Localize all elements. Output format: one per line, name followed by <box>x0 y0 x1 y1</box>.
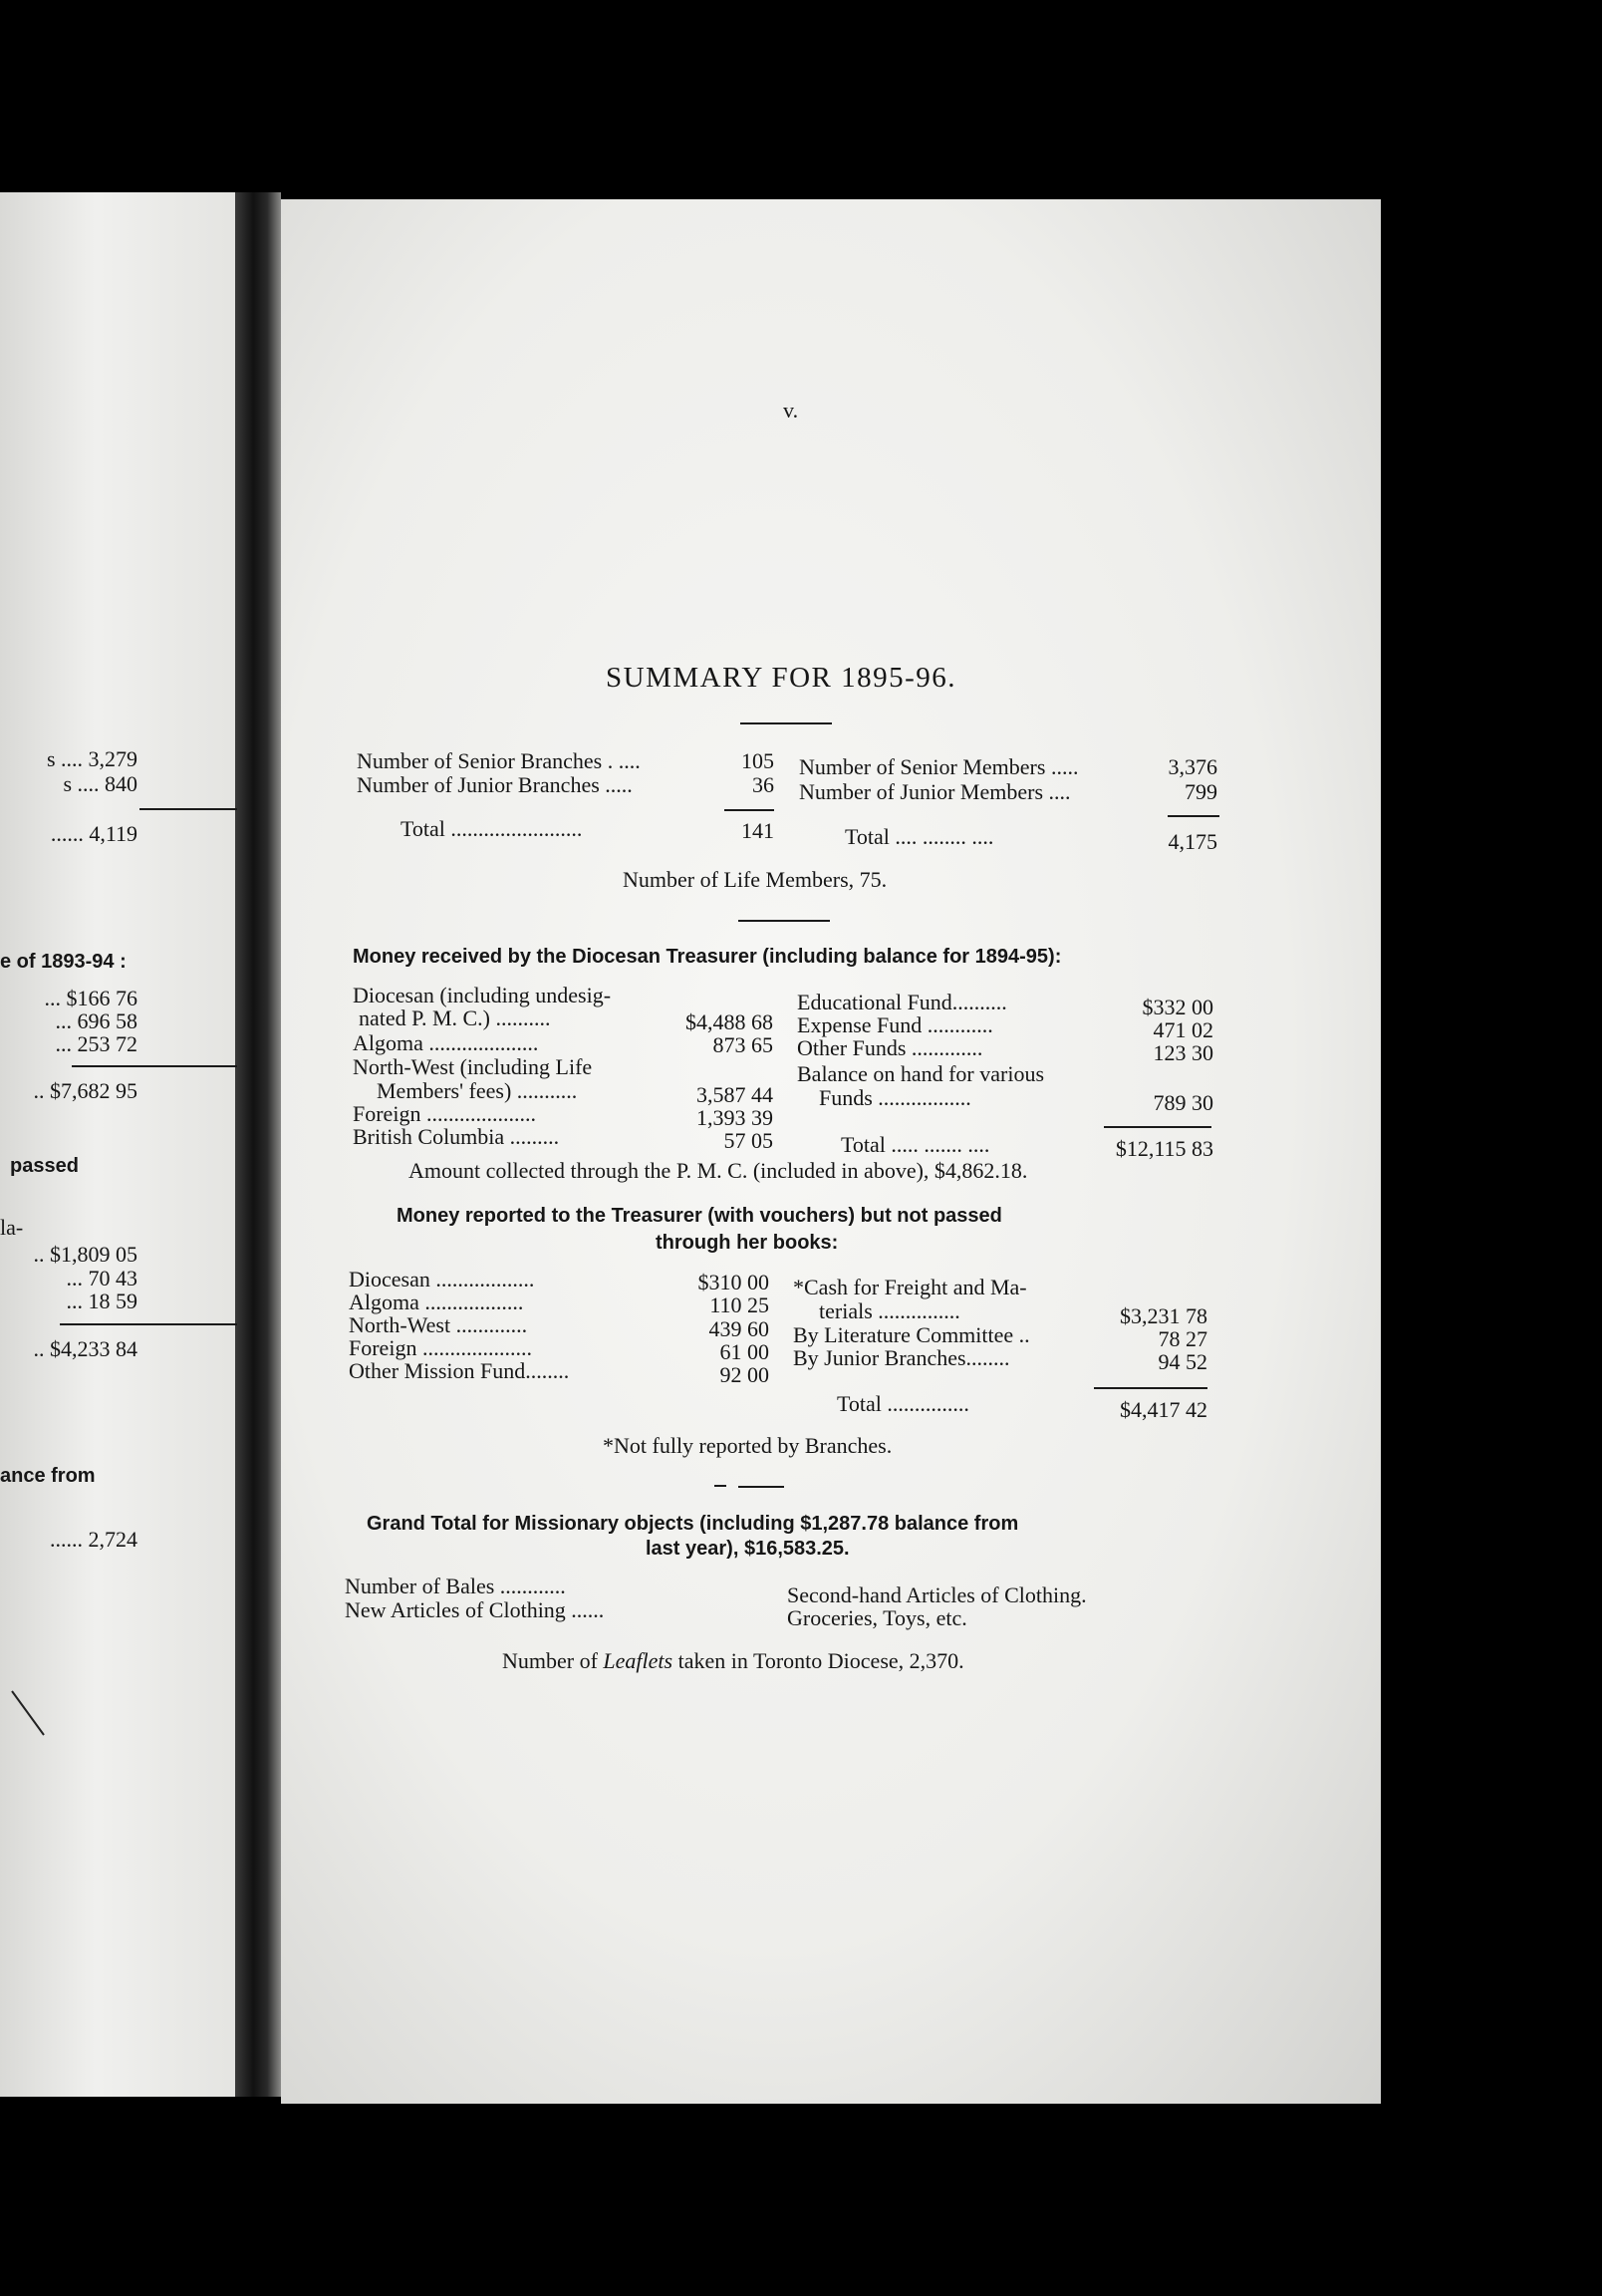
received-right-value: 123 30 <box>1153 1040 1213 1065</box>
junior-members-label: Number of Junior Members .... <box>799 779 1071 804</box>
second-hand-articles: Second-hand Articles of Clothing. <box>787 1582 1087 1607</box>
reported-total-label: Total ............... <box>837 1391 969 1416</box>
reported-right-value: 78 27 <box>1158 1326 1207 1351</box>
received-left-label: nated P. M. C.) .......... <box>359 1005 551 1030</box>
reported-left-label: Other Mission Fund........ <box>349 1358 570 1383</box>
left-fragment: s .... 3,279 <box>46 746 137 771</box>
reported-left-value: 110 25 <box>709 1292 769 1317</box>
branches-total-label: Total ........................ <box>400 816 583 841</box>
received-left-label: Diocesan (including undesig- <box>353 983 612 1007</box>
left-fragment: e of 1893-94 : <box>0 951 127 973</box>
junior-branches-value: 36 <box>752 772 774 797</box>
received-left-label: Algoma .................... <box>353 1030 539 1055</box>
left-fragment: .. $7,682 95 <box>33 1078 137 1103</box>
received-right-value: 471 02 <box>1153 1017 1213 1042</box>
received-left-value: 1,393 39 <box>696 1105 773 1130</box>
reported-total-value: $4,417 42 <box>1120 1397 1207 1422</box>
reported-right-label: terials ............... <box>819 1298 960 1323</box>
reported-left-value: $310 00 <box>697 1270 769 1294</box>
reported-left-label: Algoma .................. <box>349 1290 524 1314</box>
received-right-label: Expense Fund ............ <box>797 1012 993 1037</box>
money-received-heading: Money received by the Diocesan Treasurer (including balance for 1894-95): <box>353 946 1062 968</box>
left-fragment: ance from <box>0 1465 96 1487</box>
footnote: *Not fully reported by Branches. <box>603 1433 893 1458</box>
junior-branches-label: Number of Junior Branches ..... <box>357 772 633 797</box>
left-fragment: ...... 4,119 <box>50 821 137 846</box>
left-fragment: ... 18 59 <box>66 1289 137 1313</box>
received-right-value: 789 30 <box>1153 1090 1213 1115</box>
page-number: v. <box>783 398 799 423</box>
received-total-value: $12,115 83 <box>1115 1136 1213 1161</box>
section-rule <box>738 920 830 922</box>
divider <box>724 809 774 811</box>
grand-total-line: Grand Total for Missionary objects (including $1,287.78 balance from <box>367 1513 1019 1535</box>
divider <box>1104 1126 1211 1128</box>
divider <box>72 1065 237 1067</box>
left-fragment: ...... 2,724 <box>50 1527 137 1552</box>
reported-right-label: By Junior Branches........ <box>793 1345 1010 1370</box>
left-fragment: s .... 840 <box>63 771 137 796</box>
right-page <box>281 199 1381 2104</box>
title-rule <box>740 722 832 724</box>
senior-members-value: 3,376 <box>1168 754 1217 779</box>
received-left-label: Members' fees) ........... <box>377 1078 578 1103</box>
divider <box>60 1323 237 1325</box>
pmc-note: Amount collected through the P. M. C. (included in above), $4,862.18. <box>408 1158 1028 1183</box>
received-left-value: 873 65 <box>712 1032 773 1057</box>
received-left-value: 57 05 <box>723 1128 773 1153</box>
divider <box>139 808 237 810</box>
reported-right-label: *Cash for Freight and Ma- <box>793 1275 1027 1299</box>
divider <box>1168 815 1219 817</box>
left-fragment: passed <box>10 1155 79 1177</box>
received-right-label: Balance on hand for various <box>797 1061 1045 1086</box>
left-page <box>0 192 239 2097</box>
divider <box>1094 1387 1207 1389</box>
branches-total-value: 141 <box>741 818 774 843</box>
received-right-value: $332 00 <box>1142 995 1213 1019</box>
bales-label: Number of Bales ............ <box>345 1574 566 1598</box>
received-right-label: Funds ................. <box>819 1085 971 1110</box>
senior-branches-value: 105 <box>741 748 774 773</box>
left-fragment: ... 70 43 <box>66 1266 137 1291</box>
reported-left-value: 92 00 <box>719 1362 769 1387</box>
left-fragment: la- <box>0 1215 24 1240</box>
reported-right-value: 94 52 <box>1158 1349 1207 1374</box>
leaflets-suffix: taken in Toronto Diocese, 2,370. <box>677 1648 964 1673</box>
pen-mark <box>8 1687 48 1739</box>
received-right-label: Educational Fund.......... <box>797 990 1007 1014</box>
junior-members-value: 799 <box>1185 779 1217 804</box>
received-left-label: British Columbia ......... <box>353 1124 560 1149</box>
section-rule <box>714 1485 726 1487</box>
received-left-value: $4,488 68 <box>685 1009 773 1034</box>
reported-left-value: 439 60 <box>708 1316 769 1341</box>
received-left-label: Foreign .................... <box>353 1101 536 1126</box>
received-left-label: North-West (including Life <box>353 1054 593 1079</box>
reported-left-label: Foreign .................... <box>349 1335 532 1360</box>
leaflets-line <box>502 1649 964 1673</box>
left-fragment: ... 253 72 <box>55 1031 137 1056</box>
money-reported-heading: Money reported to the Treasurer (with vouchers) but not passed <box>397 1205 1002 1227</box>
senior-members-label: Number of Senior Members ..... <box>799 754 1079 779</box>
members-total-value: 4,175 <box>1168 829 1217 854</box>
received-right-label: Other Funds ............. <box>797 1035 983 1060</box>
life-members: Number of Life Members, 75. <box>623 867 888 892</box>
received-total-label: Total ..... ....... .... <box>841 1132 990 1157</box>
leaflets-prefix: Number of <box>502 1648 598 1673</box>
left-fragment: ... $166 76 <box>44 986 137 1010</box>
members-total-label: Total .... ........ .... <box>845 824 994 849</box>
reported-left-label: Diocesan .................. <box>349 1267 535 1292</box>
page-title: SUMMARY FOR 1895-96. <box>606 662 957 694</box>
left-fragment: .. $1,809 05 <box>33 1242 137 1267</box>
money-reported-heading: through her books: <box>656 1232 839 1254</box>
reported-right-label: By Literature Committee .. <box>793 1322 1030 1347</box>
reported-left-label: North-West ............. <box>349 1312 528 1337</box>
grand-total-line: last year), $16,583.25. <box>646 1538 850 1560</box>
senior-branches-label: Number of Senior Branches . .... <box>357 748 641 773</box>
section-rule <box>738 1486 784 1488</box>
new-articles-label: New Articles of Clothing ...... <box>345 1597 605 1622</box>
reported-right-value: $3,231 78 <box>1120 1303 1207 1328</box>
left-fragment: ... 696 58 <box>55 1008 137 1033</box>
leaflets-italic: Leaflets <box>603 1648 673 1673</box>
left-fragment: .. $4,233 84 <box>33 1336 137 1361</box>
groceries-toys: Groceries, Toys, etc. <box>787 1605 967 1630</box>
reported-left-value: 61 00 <box>719 1339 769 1364</box>
book-gutter <box>235 192 281 2097</box>
received-left-value: 3,587 44 <box>696 1082 773 1107</box>
